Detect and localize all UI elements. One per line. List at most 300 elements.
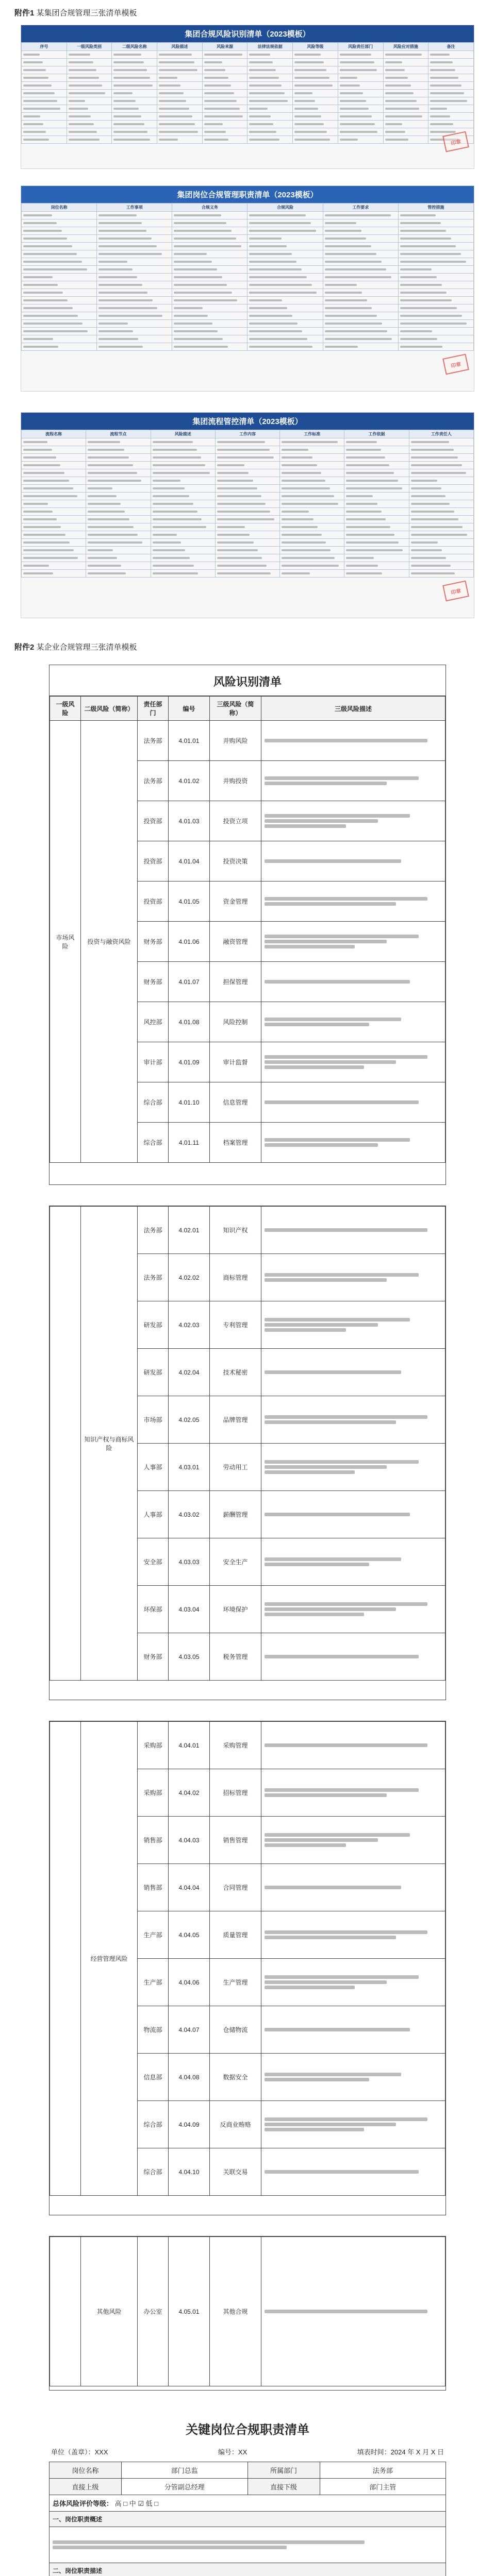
subordinate-label: 直接下级: [248, 2479, 320, 2495]
table-cell: [248, 74, 293, 82]
post-label: 岗位名称: [50, 2462, 122, 2479]
table-row: [22, 531, 474, 539]
table-cell: [280, 477, 344, 485]
table-cell: [280, 531, 344, 539]
overview-body: [50, 2527, 446, 2563]
table-cell: [112, 97, 157, 105]
table-cell: [248, 320, 323, 328]
table-row: [22, 485, 474, 493]
table-cell: [67, 66, 112, 74]
table-cell: [383, 90, 428, 97]
table-cell: [293, 128, 338, 136]
table-cell: [398, 235, 473, 243]
table-row: [22, 312, 474, 320]
description-cell: [261, 1042, 446, 1082]
level1-cell: [50, 2237, 81, 2386]
table-cell: [22, 212, 97, 219]
table-row: [22, 266, 474, 274]
dept-cell: 投资部: [138, 882, 169, 922]
table-row: [22, 570, 474, 578]
table-header-cell: 责任部门: [138, 697, 169, 721]
level3-cell: 安全生产: [210, 1538, 261, 1586]
table-cell: [151, 469, 215, 477]
dept-cell: 财务部: [138, 1633, 169, 1681]
table-cell: [22, 274, 97, 281]
table-cell: [323, 335, 398, 343]
description-cell: [261, 1722, 446, 1769]
table-cell: [323, 243, 398, 250]
table-cell: [409, 446, 473, 454]
dept-cell: 销售部: [138, 1864, 169, 1911]
table-cell: [293, 82, 338, 90]
table-cell: [22, 250, 97, 258]
dept-cell: 人事部: [138, 1444, 169, 1491]
table-cell: [172, 335, 248, 343]
table-header-cell: 法律法规依据: [248, 43, 293, 51]
dept-cell: 法务部: [138, 1207, 169, 1254]
level1-cell: 市场风险: [50, 721, 81, 1163]
table-cell: [172, 297, 248, 304]
code-cell: 4.03.05: [169, 1633, 210, 1681]
table-cell: [280, 508, 344, 516]
table-cell: [248, 59, 293, 66]
table-row: [22, 136, 474, 144]
table-cell: [151, 554, 215, 562]
duty-list: [49, 2411, 446, 2576]
table-cell: [293, 66, 338, 74]
table-cell: [86, 438, 151, 446]
table-cell: [67, 90, 112, 97]
table-cell: [323, 250, 398, 258]
table-cell: [151, 562, 215, 570]
table-cell: [22, 66, 67, 74]
table-cell: [398, 219, 473, 227]
table-cell: [344, 438, 409, 446]
table-cell: [398, 297, 473, 304]
dept-cell: 安全部: [138, 1538, 169, 1586]
table-cell: [409, 531, 473, 539]
table-row: [22, 454, 474, 462]
table-cell: [22, 227, 97, 235]
table-cell: [323, 219, 398, 227]
table-cell: [22, 297, 97, 304]
table-cell: [172, 328, 248, 335]
table-cell: [172, 243, 248, 250]
table-row: [50, 721, 446, 761]
code-cell: 4.03.03: [169, 1538, 210, 1586]
table-cell: [409, 516, 473, 523]
table-cell: [383, 59, 428, 66]
table-header-cell: 合规义务: [172, 204, 248, 212]
table-row: [22, 59, 474, 66]
table-cell: [398, 227, 473, 235]
table-cell: [280, 547, 344, 554]
table-cell: [112, 66, 157, 74]
table-cell: [215, 562, 279, 570]
preview-duty-template: [21, 185, 474, 392]
table-cell: [344, 485, 409, 493]
table-cell: [86, 446, 151, 454]
table-cell: [157, 66, 203, 74]
table-cell: [151, 523, 215, 531]
table-cell: [248, 274, 323, 281]
code-cell: 4.04.02: [169, 1769, 210, 1817]
table-cell: [86, 554, 151, 562]
table-cell: [22, 219, 97, 227]
table-cell: [344, 539, 409, 547]
table-cell: [280, 539, 344, 547]
table-cell: [151, 508, 215, 516]
table-cell: [22, 469, 86, 477]
table-cell: [67, 82, 112, 90]
table-cell: [338, 66, 383, 74]
code-cell: 4.04.01: [169, 1722, 210, 1769]
code-cell: 4.01.02: [169, 761, 210, 801]
table-row: [22, 90, 474, 97]
table-cell: [248, 304, 323, 312]
table-cell: [248, 97, 293, 105]
table-cell: [338, 113, 383, 121]
table-cell: [338, 51, 383, 59]
table-row: [22, 554, 474, 562]
dept-cell: 研发部: [138, 1301, 169, 1349]
table-header-cell: 编号: [169, 697, 210, 721]
table-cell: [383, 136, 428, 144]
table-cell: [338, 59, 383, 66]
table-cell: [409, 547, 473, 554]
table-cell: [248, 335, 323, 343]
code-cell: 4.04.05: [169, 1911, 210, 1959]
superior-value: 分管副总经理: [122, 2479, 248, 2495]
risk-table-2: [50, 1206, 446, 1681]
table-cell: [215, 493, 279, 500]
table-cell: [202, 66, 248, 74]
table-header-cell: 序号: [22, 43, 67, 51]
table-cell: [202, 136, 248, 144]
table-cell: [248, 289, 323, 297]
table-cell: [172, 266, 248, 274]
table-header-cell: 一级风险类别: [67, 43, 112, 51]
table-cell: [22, 328, 97, 335]
table-cell: [22, 477, 86, 485]
dept-value: 法务部: [320, 2462, 446, 2479]
table-cell: [398, 266, 473, 274]
table-cell: [22, 531, 86, 539]
table-header-cell: 工作标准: [280, 430, 344, 438]
table-cell: [202, 113, 248, 121]
code-cell: 4.04.07: [169, 2006, 210, 2054]
description-cell: [261, 1207, 446, 1254]
table-cell: [344, 562, 409, 570]
table-cell: [22, 523, 86, 531]
risk-table-3: [50, 1721, 446, 2196]
table-header-cell: 风险应对措施: [383, 43, 428, 51]
level2-cell: 经营管理风险: [81, 1722, 138, 2196]
table-cell: [344, 570, 409, 578]
table-cell: [112, 51, 157, 59]
table-row: [22, 539, 474, 547]
table-cell: [86, 469, 151, 477]
table-cell: [202, 59, 248, 66]
table-cell: [398, 212, 473, 219]
table-cell: [293, 90, 338, 97]
dept-cell: 财务部: [138, 922, 169, 962]
description-cell: [261, 962, 446, 1002]
table-cell: [172, 281, 248, 289]
table-cell: [409, 523, 473, 531]
level3-cell: 薪酬管理: [210, 1491, 261, 1538]
table-header-cell: 合规风险: [248, 204, 323, 212]
table-header-cell: 风险等级: [293, 43, 338, 51]
dept-cell: 财务部: [138, 962, 169, 1002]
table-cell: [22, 258, 97, 266]
risk-list-title: 风险识别清单: [50, 665, 446, 696]
description-cell: [261, 882, 446, 922]
table-cell: [248, 212, 323, 219]
preview2-title: 集团岗位合规管理职责清单（2023模板）: [21, 186, 474, 203]
table-cell: [86, 462, 151, 469]
table-cell: [151, 500, 215, 508]
table-cell: [22, 90, 67, 97]
code-cell: 4.04.04: [169, 1864, 210, 1911]
table-cell: [97, 227, 172, 235]
level3-cell: 采购管理: [210, 1722, 261, 1769]
table-header-cell: 工作内容: [215, 430, 279, 438]
table-cell: [215, 531, 279, 539]
table-header-cell: 流程节点: [86, 430, 151, 438]
table-cell: [67, 74, 112, 82]
level3-cell: 资金管理: [210, 882, 261, 922]
table-row: [22, 258, 474, 266]
table-header-cell: 管控措施: [398, 204, 473, 212]
table-cell: [383, 66, 428, 74]
table-cell: [383, 113, 428, 121]
code-cell: 4.04.08: [169, 2054, 210, 2101]
table-cell: [172, 250, 248, 258]
description-cell: [261, 2237, 446, 2386]
table-row: [22, 113, 474, 121]
table-cell: [67, 113, 112, 121]
table-row: [22, 438, 474, 446]
table-cell: [428, 105, 474, 113]
code-cell: 4.01.06: [169, 922, 210, 962]
table-cell: [22, 562, 86, 570]
table-header-cell: 备注: [428, 43, 474, 51]
dept-cell: 投资部: [138, 841, 169, 882]
table-cell: [344, 523, 409, 531]
table-row: [22, 477, 474, 485]
table-cell: [202, 82, 248, 90]
risk-table-1: [50, 696, 446, 1163]
code-cell: 4.04.10: [169, 2148, 210, 2196]
table-cell: [280, 523, 344, 531]
table-cell: [215, 446, 279, 454]
section-duties-heading: 二、岗位职责描述: [50, 2563, 446, 2576]
dept-cell: 综合部: [138, 2148, 169, 2196]
level3-cell: 其他合规: [210, 2237, 261, 2386]
table-header-cell: 二级风险名称: [112, 43, 157, 51]
level3-cell: 专利管理: [210, 1301, 261, 1349]
table-row: [50, 1722, 446, 1769]
table-cell: [22, 235, 97, 243]
risk-list-part4: [49, 2236, 446, 2391]
level3-cell: 投资决策: [210, 841, 261, 882]
risk-list-part2: [49, 1206, 446, 1700]
table-cell: [215, 554, 279, 562]
table-cell: [157, 105, 203, 113]
code-cell: 4.04.09: [169, 2101, 210, 2148]
table-cell: [22, 343, 97, 351]
table-cell: [112, 113, 157, 121]
table-cell: [151, 539, 215, 547]
table-cell: [172, 304, 248, 312]
table-cell: [248, 266, 323, 274]
table-cell: [383, 74, 428, 82]
table-row: [22, 469, 474, 477]
code-cell: 4.01.05: [169, 882, 210, 922]
code-cell: 4.02.03: [169, 1301, 210, 1349]
preview3-title: 集团流程管控清单（2023模板）: [21, 413, 474, 430]
superior-label: 直接上级: [50, 2479, 122, 2495]
unit-field: 单位（盖章）：XXX: [51, 2448, 108, 2456]
table-cell: [344, 500, 409, 508]
table-cell: [215, 462, 279, 469]
table-row: [22, 547, 474, 554]
table-cell: [398, 281, 473, 289]
table-cell: [248, 328, 323, 335]
table-cell: [22, 82, 67, 90]
table-cell: [398, 243, 473, 250]
table-cell: [157, 97, 203, 105]
code-cell: 4.03.04: [169, 1586, 210, 1633]
table-cell: [248, 82, 293, 90]
table-row: [22, 343, 474, 351]
description-cell: [261, 2006, 446, 2054]
table-cell: [112, 59, 157, 66]
description-cell: [261, 1082, 446, 1123]
code-cell: 4.01.09: [169, 1042, 210, 1082]
table-cell: [151, 531, 215, 539]
table-cell: [86, 570, 151, 578]
table-cell: [112, 136, 157, 144]
table-cell: [293, 74, 338, 82]
table-cell: [338, 74, 383, 82]
table-cell: [112, 74, 157, 82]
table-cell: [97, 266, 172, 274]
table-row: [22, 297, 474, 304]
table-row: [50, 1207, 446, 1254]
level3-cell: 档案管理: [210, 1123, 261, 1163]
table-cell: [202, 74, 248, 82]
table-cell: [151, 477, 215, 485]
description-cell: [261, 2148, 446, 2196]
dept-cell: 采购部: [138, 1722, 169, 1769]
level1-cell: [50, 1207, 81, 1681]
table-cell: [151, 485, 215, 493]
table-row: [22, 243, 474, 250]
table-cell: [248, 219, 323, 227]
table-cell: [67, 59, 112, 66]
table-cell: [248, 312, 323, 320]
table-cell: [280, 570, 344, 578]
table-cell: [86, 477, 151, 485]
table-cell: [151, 547, 215, 554]
code-cell: 4.01.07: [169, 962, 210, 1002]
table-cell: [215, 477, 279, 485]
table-cell: [383, 97, 428, 105]
table-cell: [67, 121, 112, 128]
table-cell: [344, 469, 409, 477]
table-cell: [323, 258, 398, 266]
table-cell: [398, 258, 473, 266]
table-cell: [383, 51, 428, 59]
level3-cell: 关联交易: [210, 2148, 261, 2196]
table-cell: [22, 266, 97, 274]
dept-cell: 综合部: [138, 1123, 169, 1163]
table-cell: [409, 454, 473, 462]
duty-meta-row: [49, 2444, 446, 2462]
table-cell: [409, 477, 473, 485]
table-row: [22, 66, 474, 74]
table-row: [22, 121, 474, 128]
table-cell: [344, 516, 409, 523]
table-header-cell: 工作依据: [344, 430, 409, 438]
table-cell: [151, 446, 215, 454]
table-cell: [280, 562, 344, 570]
table-row: [22, 304, 474, 312]
appendix2-label: 附件2 某企业合规管理三张清单模板: [14, 643, 137, 652]
table-cell: [293, 51, 338, 59]
table-row: [22, 462, 474, 469]
table-cell: [248, 227, 323, 235]
table-cell: [112, 90, 157, 97]
table-cell: [86, 539, 151, 547]
table-cell: [409, 508, 473, 516]
table-cell: [323, 312, 398, 320]
table-cell: [215, 454, 279, 462]
description-cell: [261, 1817, 446, 1864]
table-row: [22, 105, 474, 113]
table-row: [22, 227, 474, 235]
table-cell: [428, 82, 474, 90]
level2-cell: 知识产权与商标风险: [81, 1207, 138, 1681]
description-cell: [261, 1254, 446, 1301]
table-cell: [280, 438, 344, 446]
level3-cell: 税务管理: [210, 1633, 261, 1681]
code-cell: 4.01.03: [169, 801, 210, 841]
table-row: [22, 523, 474, 531]
table-cell: [86, 523, 151, 531]
table-cell: [97, 335, 172, 343]
table-header-cell: 三级风险描述: [261, 697, 446, 721]
table-header-cell: 风险来源: [202, 43, 248, 51]
table-cell: [22, 500, 86, 508]
table-cell: [383, 128, 428, 136]
table-cell: [248, 250, 323, 258]
table-cell: [280, 454, 344, 462]
table-header-cell: 工作要求: [323, 204, 398, 212]
table-cell: [248, 51, 293, 59]
level2-cell: 投资与融资风险: [81, 721, 138, 1163]
level3-cell: 融资管理: [210, 922, 261, 962]
table-cell: [202, 51, 248, 59]
dept-cell: 销售部: [138, 1817, 169, 1864]
table-cell: [172, 227, 248, 235]
level3-cell: 并购风险: [210, 721, 261, 761]
total-risk-row: 总体风险评价等级： 高 □ 中 ☑ 低 □: [50, 2495, 446, 2512]
table-cell: [344, 531, 409, 539]
table-cell: [97, 258, 172, 266]
